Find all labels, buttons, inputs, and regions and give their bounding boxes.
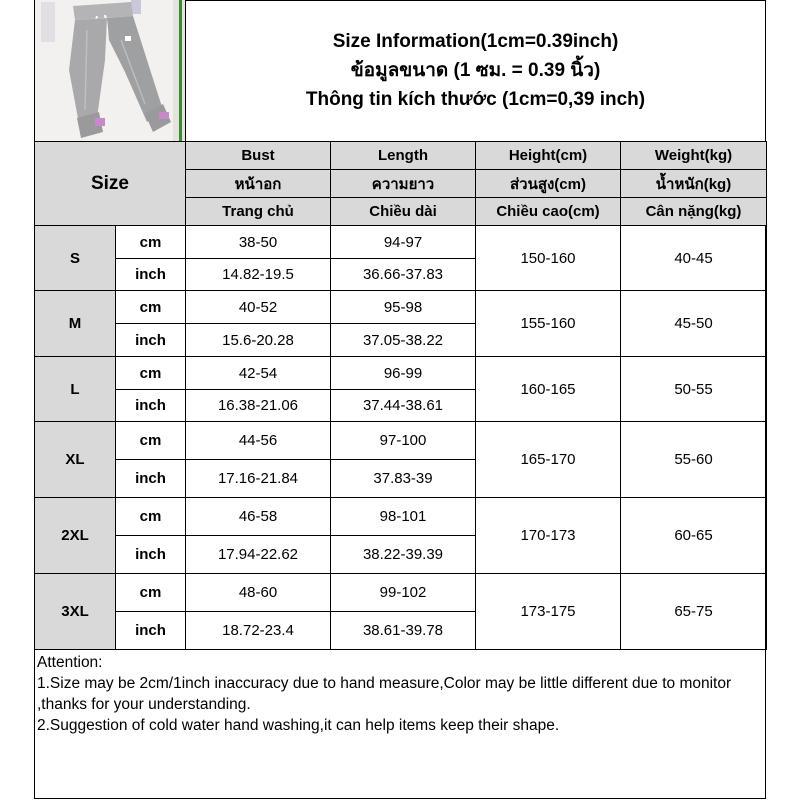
- unit-cm: cm: [116, 357, 186, 390]
- height-header-vietnamese: Chiều cao(cm): [476, 198, 621, 226]
- bust-inch-cell: 17.94-22.62: [186, 536, 331, 574]
- length-inch-cell: 37.44-38.61: [331, 390, 476, 422]
- weight-cell: 50-55: [621, 357, 767, 422]
- attention-notes: [37, 652, 762, 736]
- height-cell: 170-173: [476, 498, 621, 574]
- bust-cm-cell: 44-56: [186, 422, 331, 460]
- table-row: [35, 357, 767, 390]
- bust-header-thai: หน้าอก: [186, 170, 331, 198]
- product-photo: [35, 0, 186, 141]
- bust-header: Bust: [186, 142, 331, 170]
- height-cell: 165-170: [476, 422, 621, 498]
- gray-jogger-pants-image: [35, 0, 185, 141]
- weight-header: Weight(kg): [621, 142, 767, 170]
- title-thai: ข้อมูลขนาด (1 ซม. = 0.39 นิ้ว): [350, 60, 601, 81]
- weight-cell: 40-45: [621, 226, 767, 291]
- table-row: [35, 226, 767, 259]
- unit-inch: inch: [116, 324, 186, 357]
- size-label: M: [35, 291, 116, 357]
- bust-inch-cell: 16.38-21.06: [186, 390, 331, 422]
- length-cm-cell: 97-100: [331, 422, 476, 460]
- table-row: [35, 422, 767, 460]
- length-inch-cell: 38.22-39.39: [331, 536, 476, 574]
- unit-cm: cm: [116, 574, 186, 612]
- unit-cm: cm: [116, 291, 186, 324]
- length-inch-cell: 37.05-38.22: [331, 324, 476, 357]
- length-cm-cell: 96-99: [331, 357, 476, 390]
- attention-note-1: 1.Size may be 2cm/1inch inaccuracy due to hand measure,Color may be little different due to monitor ,thanks for your understanding.: [37, 675, 732, 713]
- bust-cm-cell: 46-58: [186, 498, 331, 536]
- length-cm-cell: 95-98: [331, 291, 476, 324]
- bust-cm-cell: 40-52: [186, 291, 331, 324]
- unit-cm: cm: [116, 498, 186, 536]
- weight-header-thai: น้ำหนัก(kg): [621, 170, 767, 198]
- table-row: [35, 498, 767, 536]
- attention-heading: Attention:: [37, 654, 103, 671]
- title-block: [186, 0, 765, 141]
- length-cm-cell: 99-102: [331, 574, 476, 612]
- height-cell: 150-160: [476, 226, 621, 291]
- table-row: [35, 291, 767, 324]
- height-header: Height(cm): [476, 142, 621, 170]
- size-label: 2XL: [35, 498, 116, 574]
- title-english: Size Information(1cm=0.39inch): [332, 31, 619, 52]
- size-label: XL: [35, 422, 116, 498]
- length-header-vietnamese: Chiều dài: [331, 198, 476, 226]
- size-column-header: Size: [35, 142, 186, 226]
- unit-inch: inch: [116, 460, 186, 498]
- length-cm-cell: 98-101: [331, 498, 476, 536]
- weight-header-vietnamese: Cân nặng(kg): [621, 198, 767, 226]
- length-inch-cell: 37.83-39: [331, 460, 476, 498]
- bust-inch-cell: 17.16-21.84: [186, 460, 331, 498]
- size-label: 3XL: [35, 574, 116, 650]
- title-vietnamese: Thông tin kích thước (1cm=0,39 inch): [305, 89, 646, 110]
- weight-cell: 55-60: [621, 422, 767, 498]
- height-cell: 160-165: [476, 357, 621, 422]
- weight-cell: 45-50: [621, 291, 767, 357]
- unit-inch: inch: [116, 259, 186, 291]
- unit-inch: inch: [116, 390, 186, 422]
- size-label: S: [35, 226, 116, 291]
- weight-cell: 60-65: [621, 498, 767, 574]
- size-table: [34, 141, 767, 650]
- length-inch-cell: 38.61-39.78: [331, 612, 476, 650]
- table-row: [35, 574, 767, 612]
- header-row-english: [35, 142, 767, 170]
- bust-inch-cell: 15.6-20.28: [186, 324, 331, 357]
- length-header: Length: [331, 142, 476, 170]
- unit-cm: cm: [116, 422, 186, 460]
- bust-cm-cell: 48-60: [186, 574, 331, 612]
- unit-cm: cm: [116, 226, 186, 259]
- unit-inch: inch: [116, 536, 186, 574]
- bust-cm-cell: 38-50: [186, 226, 331, 259]
- bust-inch-cell: 14.82-19.5: [186, 259, 331, 291]
- length-inch-cell: 36.66-37.83: [331, 259, 476, 291]
- attention-note-2: 2.Suggestion of cold water hand washing,it can help items keep their shape.: [37, 717, 560, 734]
- height-cell: 155-160: [476, 291, 621, 357]
- size-label: L: [35, 357, 116, 422]
- length-cm-cell: 94-97: [331, 226, 476, 259]
- unit-inch: inch: [116, 612, 186, 650]
- length-header-thai: ความยาว: [331, 170, 476, 198]
- bust-inch-cell: 18.72-23.4: [186, 612, 331, 650]
- height-header-thai: ส่วนสูง(cm): [476, 170, 621, 198]
- weight-cell: 65-75: [621, 574, 767, 650]
- bust-header-vietnamese: Trang chủ: [186, 198, 331, 226]
- bust-cm-cell: 42-54: [186, 357, 331, 390]
- height-cell: 173-175: [476, 574, 621, 650]
